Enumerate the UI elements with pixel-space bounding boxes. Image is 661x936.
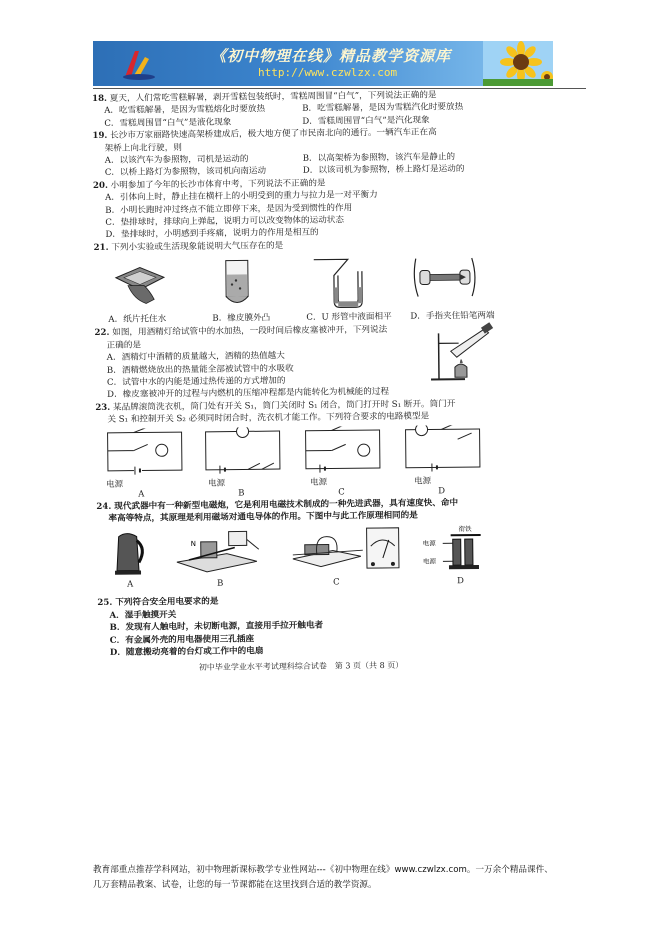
question-stem: 某品牌滚筒洗衣机，筒门处有开关 S₁，筒门关闭时 S₁ 闭合，筒门打开时 S₁ 断开。筒门开	[112, 398, 456, 413]
option-b: B．以高架桥为参照物，该汽车是静止的	[302, 152, 456, 164]
option-a: A	[138, 489, 145, 500]
option-a: A．以该汽车为参照物，司机是运动的	[104, 154, 249, 166]
option-a: A．湿手触摸开关	[109, 609, 177, 621]
site-logo-icon	[121, 47, 157, 81]
question-stem-cont: 关 S₁ 和控制开关 S₂ 必须同时闭合时，洗衣机才能工作。下列符合要求的电路模型是	[107, 411, 430, 425]
option-b: B	[217, 578, 224, 590]
question-19	[92, 126, 498, 180]
question-stem: 长沙市万家丽路快速高架桥建成后，极大地方便了市民南北向的通行。一辆汽车正在高	[110, 127, 437, 142]
question-stem: 下列小实验或生活现象能说明大气压存在的是	[111, 240, 284, 253]
banner-title: 《初中物理在线》精品教学资源库	[211, 47, 452, 65]
option-d: D．手指夹住铅笔两端	[410, 311, 495, 322]
power-label: 电源	[414, 476, 432, 487]
option-c: C	[338, 486, 345, 497]
question-stem-cont: 正确的是	[106, 340, 142, 351]
option-a: A．引体向上时，静止挂在横杆上的小明受到的重力与拉力是一对平衡力	[105, 190, 378, 204]
power-label: 电源	[208, 478, 226, 489]
bottom-note-line-1: 教育部重点推荐学科网站，初中物理新课标教学专业性网站---《初中物理在线》www.czwlzx.com。一万余个精品课件、	[93, 865, 553, 875]
question-23	[95, 397, 502, 500]
option-b: B	[238, 487, 245, 499]
magnet-n-label: N	[190, 540, 197, 549]
option-a: A．酒精灯中酒精的质量越大，酒精的热值越大	[106, 351, 285, 363]
question-number: 18.	[92, 93, 108, 104]
question-number: 22.	[94, 328, 110, 339]
question-stem-cont: 率高等特点，其原理是利用磁场对通电导体的作用。下图中与此工作原理相同的是	[108, 510, 418, 524]
question-stem: 现代武器中有一种新型电磁炮，它是利用电磁技术制成的一种先进武器，具有速度快、命中	[114, 497, 459, 512]
paper-holding-water-figure	[110, 255, 171, 312]
circuit-d-figure	[401, 424, 484, 475]
question-stem: 下列符合安全用电要求的是	[115, 597, 219, 609]
galvanometer-figure	[359, 524, 410, 575]
option-d: D．橡皮塞被冲开的过程与内燃机的压缩冲程都是内能转化为机械能的过程	[107, 387, 390, 401]
armature-label: 衔铁	[458, 525, 472, 534]
option-c: C．雪糕周围冒“白气”是液化现象	[104, 117, 232, 129]
question-number: 20.	[92, 180, 108, 191]
banner-url[interactable]: http://www.czwlzx.com	[258, 66, 398, 79]
site-banner	[93, 41, 553, 86]
question-number: 19.	[92, 131, 108, 142]
option-b: B．发现有人触电时，未切断电源，直接用手拉开触电者	[109, 620, 324, 634]
option-c: C．有金属外壳的用电器使用三孔插座	[109, 633, 255, 646]
circuit-c-figure	[302, 425, 385, 476]
option-d: D．垫排球时，小明感到手疼痛，说明力的作用是相互的	[105, 228, 319, 241]
question-stem: 夏天，人们常吃雪糕解暑，剥开雪糕包装纸时，雪糕周围冒“白气”，下列说法正确的是	[109, 90, 437, 104]
question-20	[93, 176, 500, 242]
power-label: 电源	[310, 477, 328, 488]
circuit-b-figure	[202, 427, 285, 478]
pencil-between-fingers-figure	[408, 252, 483, 309]
power-label: 电源	[422, 539, 436, 548]
option-b: B．橡皮膜外凸	[212, 313, 271, 325]
page-footer: 初中毕业学业水平考试理科综合试卷 第 3 页（共 8 页）	[198, 661, 404, 673]
circuit-a-figure	[104, 428, 187, 479]
sunflower-icon	[483, 41, 553, 86]
option-a: A．纸片托住水	[108, 314, 167, 326]
bottom-note-line-2: 几万套精品教案、试卷，让您的每一节课都能在这里找到合适的教学资源。	[93, 880, 377, 890]
option-d: D．以该司机为参照物，桥上路灯是运动的	[302, 164, 465, 177]
alcohol-lamp-test-tube-figure	[424, 319, 499, 384]
question-stem-cont: 架桥上向北行驶，则	[104, 142, 182, 154]
electric-kettle-figure	[109, 527, 150, 577]
power-label: 电源	[106, 479, 124, 490]
option-d: D	[438, 485, 446, 496]
option-c: C．垫排球时，排球向上弹起，说明力可以改变物体的运动状态	[105, 215, 345, 228]
rubber-membrane-figure	[212, 255, 263, 312]
option-c: C．试管中水的内能是通过热传递的方式增加的	[106, 375, 286, 388]
question-22	[94, 323, 501, 402]
option-c: C．以桥上路灯为参照物，该司机向南运动	[104, 166, 267, 179]
option-b: B．小明长跑时冲过终点不能立即停下来，是因为受到惯性的作用	[105, 202, 353, 216]
question-21	[94, 238, 501, 328]
bottom-note	[93, 863, 593, 893]
question-stem: 如图，用酒精灯给试管中的水加热，一段时间后橡皮塞被冲开，下列说法	[112, 325, 388, 339]
option-a: A．吃雪糕解暑，是因为雪糕熔化时要放热	[104, 104, 266, 117]
motor-experiment-figure	[171, 526, 268, 577]
question-number: 24.	[96, 501, 112, 512]
option-a: A	[127, 579, 134, 591]
option-d: D．雪糕周围冒“白气”是汽化现象	[302, 115, 430, 127]
u-tube-figure	[308, 253, 373, 310]
option-c: C	[333, 577, 340, 588]
question-stem: 小明参加了今年的长沙市体育中考，下列说法不正确的是	[110, 178, 326, 191]
question-number: 25.	[97, 598, 113, 609]
question-24	[96, 496, 503, 591]
option-b: B．吃雪糕解暑，是因为雪糕汽化时要放热	[302, 102, 464, 115]
option-d: D	[457, 576, 465, 587]
exam-page	[92, 89, 505, 717]
power-label: 电源	[422, 557, 436, 566]
header-divider	[93, 88, 586, 89]
magnet-coil-figure	[287, 524, 368, 575]
option-c: C．U 形管中液面相平	[306, 312, 392, 324]
question-18	[92, 89, 498, 130]
electromagnet-relay-figure	[423, 523, 496, 574]
question-25	[97, 593, 504, 659]
option-b: B．酒精燃烧放出的热量能全部被试管中的水吸收	[106, 363, 294, 376]
question-number: 23.	[95, 402, 111, 413]
option-d: D．随意搬动亮着的台灯或工作中的电扇	[109, 646, 264, 658]
question-number: 21.	[93, 242, 109, 253]
